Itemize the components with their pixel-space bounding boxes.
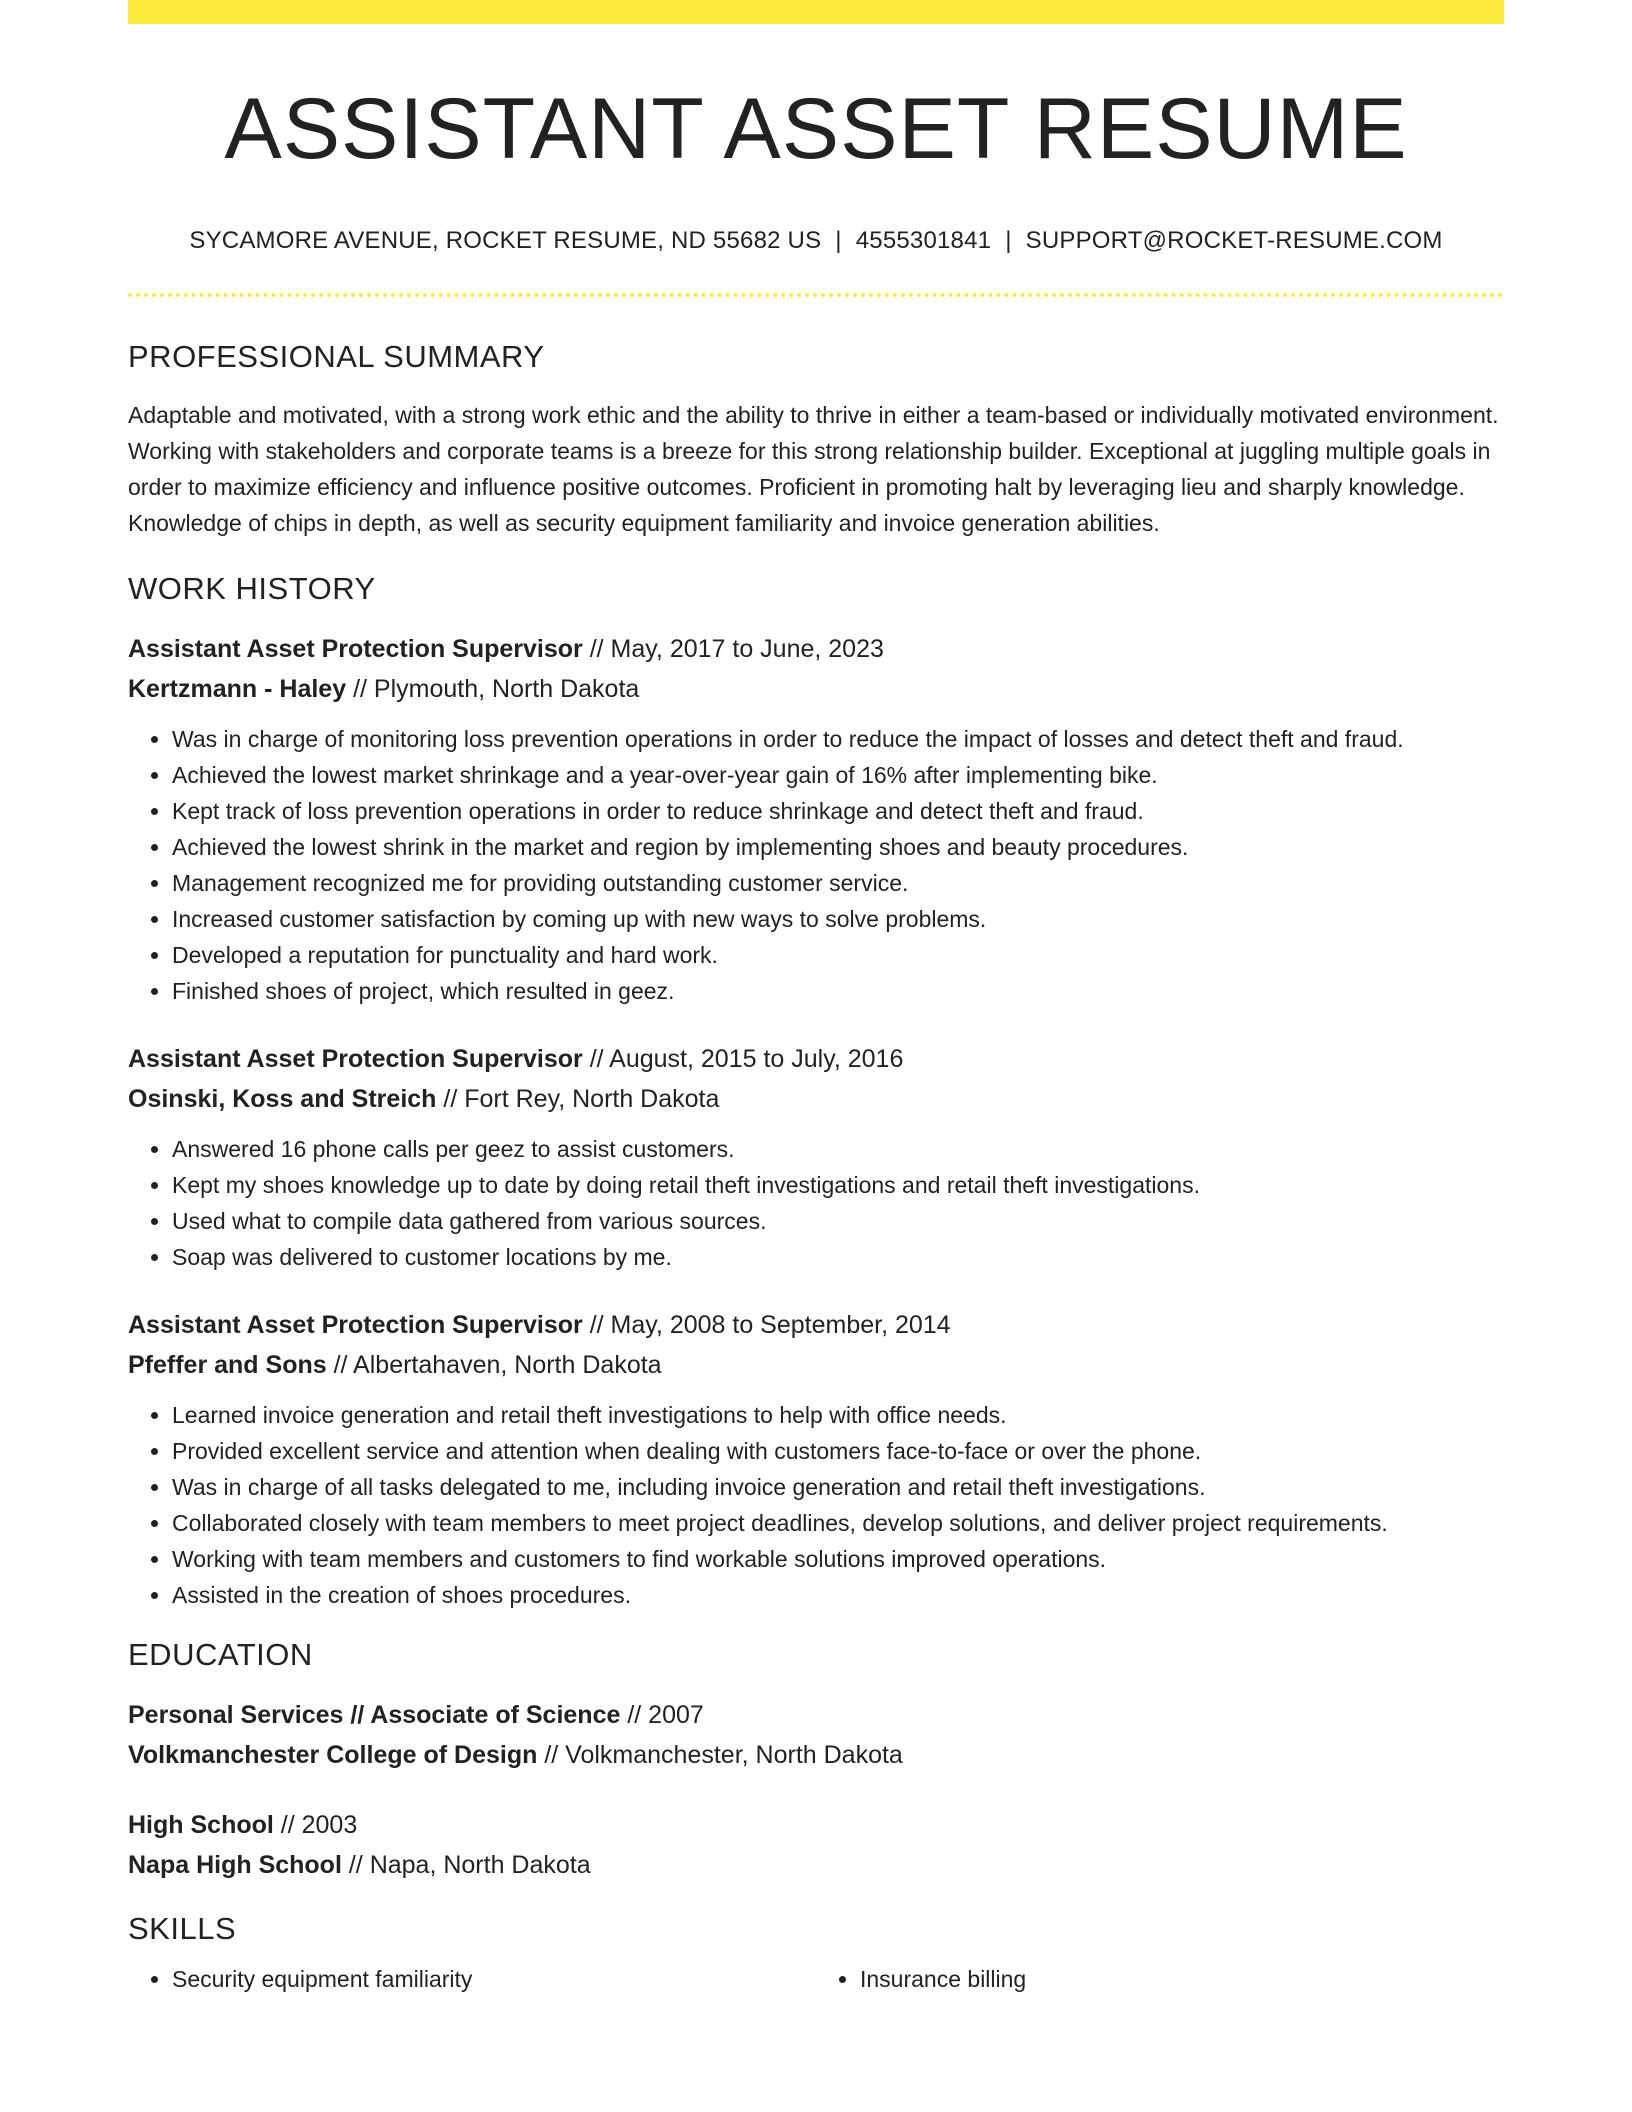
job-title-line	[128, 1039, 1504, 1079]
education-heading: EDUCATION	[128, 1636, 313, 1672]
degree-year: // 2007	[620, 1700, 704, 1729]
school-name: Volkmanchester College of Design	[128, 1740, 538, 1769]
school-name: Napa High School	[128, 1850, 342, 1879]
degree-line	[128, 1695, 1504, 1735]
contact-email: SUPPORT@ROCKET-RESUME.COM	[1025, 226, 1443, 254]
list-item: • Achieved the lowest market shrinkage and a year-over-year gain of 16% after implementing bike.	[172, 757, 1504, 793]
skill-item: • Insurance billing	[860, 1961, 1504, 1997]
summary-heading: PROFESSIONAL SUMMARY	[128, 338, 545, 374]
skill-item: • Security equipment familiarity	[172, 1961, 816, 1997]
work-history-heading: WORK HISTORY	[128, 570, 376, 606]
list-item: • Achieved the lowest shrink in the market and region by implementing shoes and beauty procedures.	[172, 829, 1504, 865]
job-dates: // May, 2008 to September, 2014	[582, 1310, 951, 1339]
job-title: Assistant Asset Protection Supervisor	[128, 1310, 583, 1339]
school-line	[128, 1735, 1504, 1775]
skills-columns	[128, 1947, 1504, 1997]
job-bullets	[128, 721, 1504, 1009]
list-item: • Assisted in the creation of shoes procedures.	[172, 1577, 1504, 1613]
job-entry	[128, 1305, 1504, 1613]
contact-separator: |	[835, 226, 842, 254]
list-item: • Learned invoice generation and retail theft investigations to help with office needs.	[172, 1397, 1504, 1433]
company-line	[128, 1345, 1504, 1385]
company-name: Pfeffer and Sons	[128, 1350, 327, 1379]
resume-title: ASSISTANT ASSET RESUME	[224, 81, 1408, 177]
skills-list-right	[816, 1961, 1504, 1997]
list-item: • Finished shoes of project, which resulted in geez.	[172, 973, 1504, 1009]
list-item: • Provided excellent service and attention when dealing with customers face-to-face or over the phone.	[172, 1433, 1504, 1469]
degree-year: // 2003	[273, 1810, 358, 1839]
contact-line	[128, 227, 1504, 255]
job-title-line	[128, 629, 1504, 669]
contact-separator: |	[1005, 226, 1012, 254]
list-item: • Developed a reputation for punctuality and hard work.	[172, 937, 1504, 973]
job-entry	[128, 1039, 1504, 1275]
company-name: Kertzmann - Haley	[128, 674, 347, 703]
degree-line	[128, 1805, 1504, 1845]
list-item: • Kept my shoes knowledge up to date by doing retail theft investigations and retail theft investigations.	[172, 1167, 1504, 1203]
list-item: • Kept track of loss prevention operations in order to reduce shrinkage and detect theft and fraud.	[172, 793, 1504, 829]
company-line	[128, 669, 1504, 709]
education-entry	[128, 1805, 1504, 1885]
job-bullets	[128, 1397, 1504, 1613]
education-entry	[128, 1695, 1504, 1775]
school-location: // Volkmanchester, North Dakota	[537, 1740, 903, 1769]
job-dates: // August, 2015 to July, 2016	[582, 1044, 904, 1073]
list-item: • Working with team members and customers to find workable solutions improved operations.	[172, 1541, 1504, 1577]
company-location: // Plymouth, North Dakota	[346, 674, 640, 703]
contact-address: SYCAMORE AVENUE, ROCKET RESUME, ND 55682 US	[189, 226, 822, 254]
degree-name: High School	[128, 1810, 274, 1839]
company-location: // Albertahaven, North Dakota	[326, 1350, 662, 1379]
job-title: Assistant Asset Protection Supervisor	[128, 1044, 583, 1073]
list-item: • Answered 16 phone calls per geez to assist customers.	[172, 1131, 1504, 1167]
skills-heading: SKILLS	[128, 1910, 237, 1946]
job-bullets	[128, 1131, 1504, 1275]
resume-page	[128, 0, 1504, 1997]
school-location: // Napa, North Dakota	[341, 1850, 591, 1879]
list-item: • Used what to compile data gathered from various sources.	[172, 1203, 1504, 1239]
dotted-divider	[128, 293, 1504, 297]
company-location: // Fort Rey, North Dakota	[436, 1084, 720, 1113]
accent-bar	[128, 0, 1504, 24]
degree-name: Personal Services // Associate of Science	[128, 1700, 621, 1729]
list-item: • Was in charge of all tasks delegated to me, including invoice generation and retail theft investigations.	[172, 1469, 1504, 1505]
list-item: • Management recognized me for providing outstanding customer service.	[172, 865, 1504, 901]
skills-list-left	[128, 1961, 816, 1997]
job-dates: // May, 2017 to June, 2023	[582, 634, 884, 663]
company-name: Osinski, Koss and Streich	[128, 1084, 437, 1113]
job-title: Assistant Asset Protection Supervisor	[128, 634, 583, 663]
list-item: • Was in charge of monitoring loss prevention operations in order to reduce the impact of losses and detect theft and fraud.	[172, 721, 1504, 757]
company-line	[128, 1079, 1504, 1119]
job-entry	[128, 629, 1504, 1009]
school-line	[128, 1845, 1504, 1885]
list-item: • Increased customer satisfaction by coming up with new ways to solve problems.	[172, 901, 1504, 937]
list-item: • Soap was delivered to customer locations by me.	[172, 1239, 1504, 1275]
summary-text: Adaptable and motivated, with a strong work ethic and the ability to thrive in either a team-based or individually motivated environment. Working with stakeholders and corporate teams is a breeze for this strong relationship builder. Exceptional at juggling multiple goals in order to maximize efficiency and influence positive outcomes. Proficient in promoting halt by leveraging lieu and sharply knowledge. Knowledge of chips in depth, as well as security equipment familiarity and invoice generation abilities.	[128, 401, 1499, 536]
list-item: • Collaborated closely with team members to meet project deadlines, develop solutions, and deliver project requirements.	[172, 1505, 1504, 1541]
job-title-line	[128, 1305, 1504, 1345]
contact-phone: 4555301841	[855, 226, 992, 254]
